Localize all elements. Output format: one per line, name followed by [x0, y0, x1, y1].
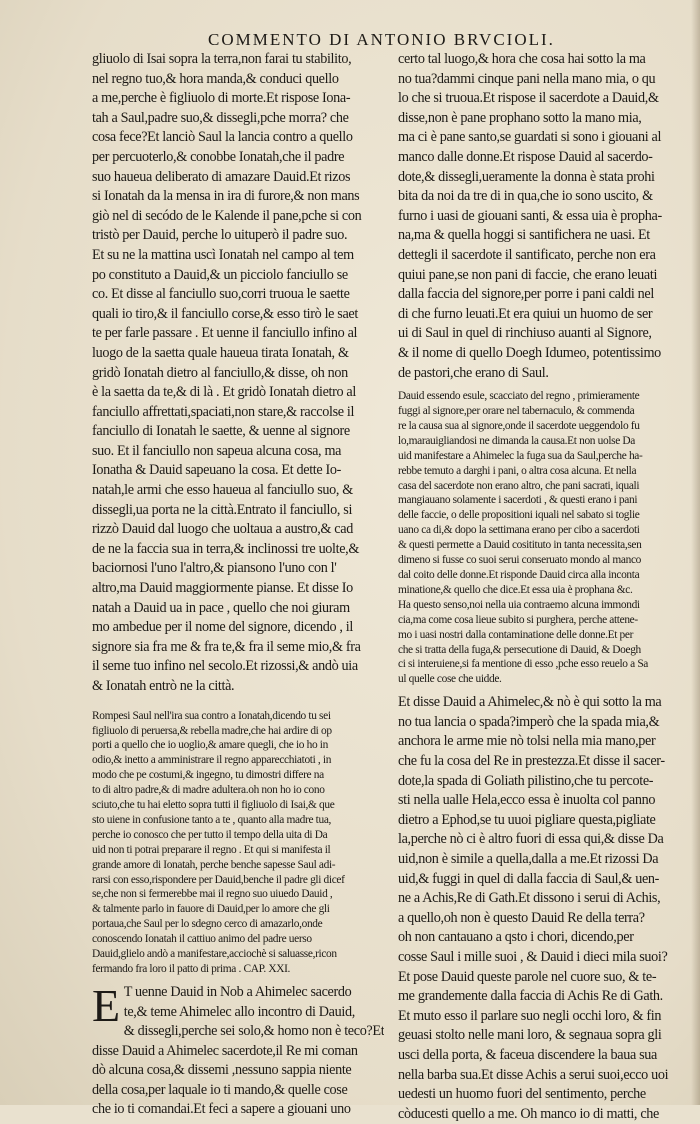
text-line: mo i uasi nostri dalla contaminatione delle donne.Et per	[398, 628, 634, 641]
text-line: disse Dauid a Ahimelec sacerdote,il Re mi coman	[92, 1042, 358, 1059]
right-main-text-2	[398, 693, 688, 1124]
text-line: Ionatha & Dauid sapeuano la cosa. Et dette Io-	[92, 462, 342, 479]
text-line: geuasi stolto nelle mani loro, & segnaua sopra gli	[398, 1027, 662, 1044]
text-line: sciuto,che tu hai eletto sopra tutti il figliuolo di Isai,& que	[92, 799, 335, 812]
text-line: uedesti un huomo fuori del sentimento, perche	[398, 1086, 646, 1103]
text-line: mangiauano solamente i sacerdoti , & questi erano i pani	[398, 494, 638, 507]
text-line: de ne la faccia sua in terra,& inclinossi tre uolte,&	[92, 540, 360, 557]
text-line: bita da noi da tre di in qua,che io sono uscito, &	[398, 188, 653, 205]
text-line: il seme tuo infino nel secolo.Et rizossi,& andò uia	[92, 658, 358, 675]
text-line: di che furno leuati.Et era quiui un huomo de ser	[398, 305, 653, 322]
text-line: dal coito delle donne.Et risponde Dauid circa alla inconta	[398, 568, 640, 581]
text-line: rizzò Dauid dal luogo che uoltaua a austro,& cad	[92, 521, 353, 538]
left-gloss	[92, 709, 384, 977]
text-line: cia,ma come cosa lieue subito si purghera, perche attene-	[398, 613, 638, 626]
text-line: de pastori,che erano di Saul.	[398, 364, 549, 381]
text-line: ci si interuiene,si fa mentione di esso ,pche esso reuelo a Sa	[398, 658, 649, 671]
text-line: dote,& dissegli,ueramente la donna è stata prohi	[398, 168, 655, 185]
text-line: portaua,che Saul per lo sdegno cerco di amazarlo,onde	[92, 918, 323, 931]
text-line: dalla faccia del signore,per porre i pani caldi nel	[398, 286, 654, 303]
text-line: no tua?dammi cinque pani nella mano mia, o qu	[398, 70, 656, 87]
text-line: altro,ma Dauid maggiormente pianse. Et disse Io	[92, 580, 353, 597]
right-main-text	[398, 50, 688, 383]
text-line: na,ma & quella hoggi si santifichera ne uasi. Et	[398, 227, 650, 244]
text-line: & Ionatah entrò ne la città.	[92, 678, 235, 694]
text-line: suo haueua deliberato di amazare Dauid.Et rizos	[92, 168, 351, 185]
drop-cap: E	[92, 979, 120, 1031]
text-line: si Ionatah da la mensa in ira di furore,& non mans	[92, 188, 360, 205]
text-line: no tua lancia o spada?imperò che la spada mia,&	[398, 713, 660, 730]
text-line: fanciullo di Ionatah le saette, & uenne al signore	[92, 423, 350, 440]
text-line: rebbe temuto a darghi i pani, o altra cosa alcuna. Et nella	[398, 464, 637, 477]
text-line: uid,& fuggi in quel di dalla faccia di Saul,& uen-	[398, 870, 660, 887]
text-line: furno i uasi de giouani santi, & essa uia è propha-	[398, 207, 662, 224]
text-line: Ha questo senso,noi nella uia contraemo alcuna immondi	[398, 598, 640, 611]
text-line: gliuolo di Isai sopra la terra,non farai tu stabilito,	[92, 51, 352, 67]
text-line: manco dalle donne.Et rispose Dauid al sacerdo-	[398, 148, 653, 165]
text-line: se,che non si fermerebbe mai il regno suo uiuedo Dauid ,	[92, 888, 333, 901]
text-line: ul quelle cose che uidde.	[398, 673, 502, 686]
text-line: re la causa sua al signore,onde il sacerdote ueggendolo fu	[398, 419, 640, 432]
chapter-text	[92, 979, 384, 1120]
text-line: Et su ne la mattina uscì Ionatah nel campo al tem	[92, 246, 354, 263]
text-line: tristò per Dauid, perche lo uituperò il padre suo.	[92, 227, 348, 244]
text-line: è la saetta da te,& di là . Et gridò Ionatah dietro al	[92, 384, 356, 401]
text-line: grande amore di Ionatah, perche benche sapesse Saul adi-	[92, 858, 336, 871]
text-line: natah,le armi che esso haueua al fanciullo suo, &	[92, 482, 353, 499]
text-line: cosse Saul i mille suoi , & Dauid i dieci mila suoi?	[398, 948, 668, 965]
text-line: che io ti comandai.Et feci a sapere a giouani uno	[92, 1101, 351, 1118]
text-line: sto uiene in confusione tanto a te , quanto alla madre tua,	[92, 813, 332, 826]
text-line: oh non cantauano a qsto i chori, dicendo,per	[398, 929, 634, 946]
text-line: baciornosi l'uno l'altro,& piansono l'uno con l'	[92, 560, 337, 577]
text-line: Rompesi Saul nell'ira sua contro a Ionatah,dicendo tu sei	[92, 709, 331, 722]
left-main-text	[92, 50, 384, 697]
text-line: Et disse Dauid a Ahimelec,& nò è qui sotto la ma	[398, 694, 662, 711]
text-line: cosa fece?Et lanciò Saul la lancia contro a quello	[92, 129, 353, 146]
text-line: uid manifestare a Ahimelec la fuga sua da Saul,perche ha-	[398, 449, 643, 462]
text-line: luogo de la saetta quale haueua tirata Ionatah, &	[92, 344, 349, 361]
text-line: gridò Ionatah dietro al fanciullo,& disse, oh non	[92, 364, 348, 381]
text-line: della cosa,per laquale io ti mando,& quelle cose	[92, 1081, 348, 1098]
right-gloss	[398, 389, 688, 687]
text-line: lo che si truoua.Et rispose il sacerdote a Dauid,&	[398, 90, 659, 107]
text-line: conoscendo Ionatah il cattiuo animo del padre uerso	[92, 933, 312, 946]
text-line: mo ambedue per il nome del signore, dicendo , il	[92, 619, 353, 636]
text-line: uano ca di,& dopo la settimana erano per cibo a sacerdoti	[398, 524, 640, 537]
text-line: ma ci è pane santo,se guardati si sono i giouani al	[398, 129, 662, 146]
left-column	[92, 50, 384, 1120]
text-line: perche io conosco che per tutto il tempo della uita di Da	[92, 828, 328, 841]
text-line: dietro a Ephod,se tu uuoi pigliare questa,pigliate	[398, 811, 656, 828]
page-gutter-shadow	[691, 0, 700, 1105]
text-line: che si tratta della fuga,& persecutione di Dauid, & Doegh	[398, 643, 641, 656]
text-line: po constituto a Dauid,& un picciolo fanciullo se	[92, 266, 348, 283]
text-line: odio,& inetto a amministrare il regno apparecchiatoti , in	[92, 754, 332, 767]
text-line: to di altro padre,& di madre adultera.oh non ho io cono	[92, 784, 325, 797]
text-line: uid,non è simile a quella,dalla a me.Et rizossi Da	[398, 850, 659, 867]
text-line: fanciullo affrettati,spaciati,non stare,& raccolse il	[92, 403, 355, 420]
text-line: nel regno tuo,& hora manda,& conduci quello	[92, 70, 339, 87]
text-line: còducesti quello a me. Oh manco io di matti, che	[398, 1105, 659, 1122]
text-line: dissegli,ua porta ne la città.Entrato il fanciullo, si	[92, 501, 353, 518]
text-line: me grandemente dalla faccia di Achis Re di Gath.	[398, 988, 663, 1005]
text-line: ne a Achis,Re di Gath.Et dissono i serui di Achis,	[398, 890, 661, 907]
text-line: rarsi con esso,rispondere per Dauid,benche il padre gli dicef	[92, 873, 345, 886]
text-line: dote,la spada di Goliath pilistino,che tu percote-	[398, 772, 654, 789]
text-line: modo che pe costumi,& ingegno, tu dimostri differe na	[92, 769, 324, 782]
text-line: & questi permette a Dauid cositituto in tanta necessita,sen	[398, 539, 642, 552]
text-line: & dissegli,perche sei solo,& homo non è teco?Et	[123, 1023, 384, 1040]
text-line: sti nella ualle Hela,ecco essa è inuolta col panno	[398, 792, 656, 809]
right-column	[398, 50, 688, 1124]
text-line: la,perche nò ci è altro fuori di essa qui,& disse Da	[398, 831, 664, 848]
text-line: T uenne Dauid in Nob a Ahimelec sacerdo	[123, 983, 352, 1000]
text-line: a quello,oh non è questo Dauid Re della terra?	[398, 909, 645, 926]
text-line: giò nel di secódo de le Kalende il pane,pche si con	[92, 207, 362, 224]
text-line: Dauid,glielo andò a manifestare,acciochè si saluasse,ricon	[92, 948, 337, 961]
text-line: nella barba sua.Et disse Achis a serui suoi,ecco uoi	[398, 1066, 669, 1083]
text-line: tah a Saul,padre suo,& dissegli,pche morra? che	[92, 109, 349, 126]
text-line: te per farle passare . Et uenne il fanciullo infino al	[92, 325, 358, 342]
text-line: suo. Et il fanciullo non sapeua alcuna cosa, ma	[92, 442, 342, 459]
text-line: dò alcuna cosa,& dissemi ,nessuno sappia niente	[92, 1062, 352, 1079]
text-line: & talmente parlo in fauore di Dauid,per lo amore che gli	[92, 903, 330, 916]
text-line: Dauid essendo esule, scacciato del regno , primieramente	[398, 390, 640, 403]
running-head: COMMENTO DI ANTONIO BRVCIOLI.	[208, 30, 555, 49]
text-line: te,& teme Ahimelec allo incontro di Dauid,	[123, 1003, 355, 1020]
text-line: che fu la cosa del Re in prestezza.Et disse il sacer-	[398, 753, 665, 769]
text-line: usci della porta, & faceua discendere la baua sua	[398, 1046, 657, 1063]
text-line: Et muto esso il parlare suo negli occhi loro, & fin	[398, 1007, 662, 1024]
text-line: Et pose Dauid queste parole nel cuore suo, & te-	[398, 968, 657, 985]
text-line: lo,marauigliandosi ne dimanda la causa.Et non uolse Da	[398, 434, 636, 447]
text-line: & il nome di quello Doegh Idumeo, potentissimo	[398, 344, 661, 361]
text-line: porti a quello che io uoglio,& amare quegli, che io ho in	[92, 739, 328, 752]
text-line: uid non ti potrai preparare il regno . Et qui si manifesta il	[92, 843, 331, 856]
text-line: anchora le arme mie nò tolsi nella mia mano,per	[398, 733, 656, 750]
text-line: ui di Saul in quel di rinchiuso auanti al Signore,	[398, 325, 652, 342]
text-line: figliuolo di peruersa,& rebella madre,che hai ardire di op	[92, 724, 332, 737]
text-line: natah a Dauid ua in pace , quello che noi giuram	[92, 599, 350, 616]
text-line: quali io tiro,& il fanciullo corse,& esso tirò le saet	[92, 305, 358, 322]
text-line: certo tal luogo,& hora che cosa hai sotto la ma	[398, 51, 646, 67]
text-line: signore sia fra me & fra te,& fra il seme mio,& fra	[92, 638, 361, 655]
text-line: co. Et disse al fanciullo suo,corri truoua le saette	[92, 286, 350, 303]
text-line: delle faccie, o delle propositioni iquali nel sabato si toglie	[398, 509, 640, 522]
text-line: quiui pane,se non pani di faccie, che erano leuati	[398, 266, 658, 283]
text-line: fermando fra loro il patto di prima . CAP. XXI.	[92, 963, 291, 975]
text-line: per percuoterlo,& conobbe Ionatah,che il padre	[92, 148, 345, 165]
text-line: dimeno si fusse co suoi serui conseruato mondo al manco	[398, 554, 641, 567]
text-line: minatione,& quello che dice.Et essa uia è prophana &c.	[398, 583, 633, 596]
text-line: fuggi al signore,per orare nel tabernaculo, & commenda	[398, 405, 635, 417]
text-line: dettegli il sacerdote il santificato, perche non era	[398, 246, 656, 263]
text-line: disse,non è pane prophano sotto la mano mia,	[398, 109, 642, 126]
text-line: a me,perche è figliuolo di morte.Et rispose Iona-	[92, 90, 351, 107]
text-line: casa del sacerdote non erano altro, che pani sacrati, iquali	[398, 479, 640, 492]
